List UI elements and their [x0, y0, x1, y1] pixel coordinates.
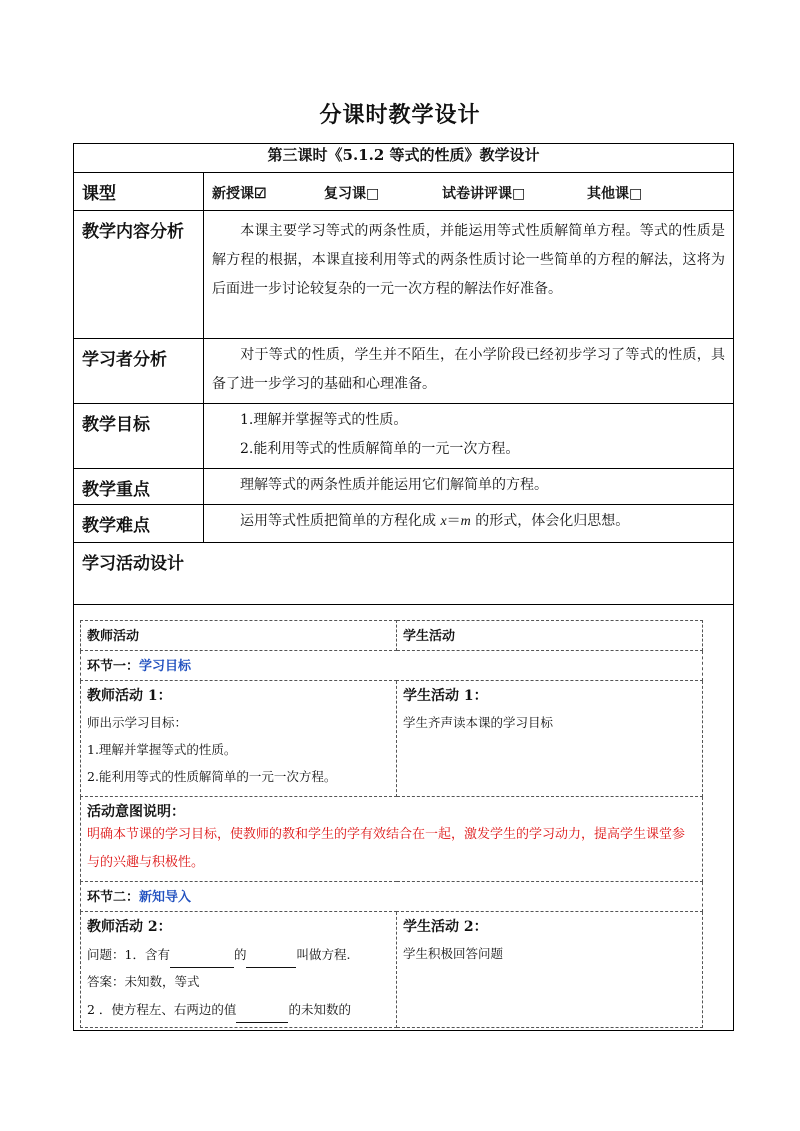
step-2-name: 新知导入 [139, 890, 192, 905]
activity-design-label: 学习活动设计 [82, 554, 184, 574]
key-points-label: 教学重点 [82, 480, 150, 500]
document-title: 分课时教学设计 [319, 102, 481, 128]
teacher-activity-2: 教师活动 2： 问题：1．含有 的 叫做方程. 答案：未知数，等式 2 ．使方程左、右两边的值 的未知数的 [81, 912, 397, 1028]
objectives-label: 教学目标 [82, 415, 150, 435]
lesson-title: 第三课时《5.1.2 等式的性质》教学设计 [74, 144, 734, 173]
course-type-review: 复习课□ [324, 186, 380, 202]
answer-blank [170, 940, 234, 968]
step-2-header: 环节二：新知导入 [81, 882, 703, 912]
answer-blank [236, 995, 288, 1023]
student-activity-1: 学生活动 1： 学生齐声读本课的学习目标 [397, 681, 703, 797]
objective-item: 2.能利用等式的性质解简单的一元一次方程。 [240, 441, 520, 457]
teacher-activity-header: 教师活动 [81, 621, 397, 651]
activities-table [80, 620, 702, 1028]
activity-intent-text: 明确本节课的学习目标，使教师的教和学生的学有效结合在一起，激发学生的学习动力，提高学生课堂参与的兴趣与积极性。 [87, 827, 686, 870]
difficulties-label: 教学难点 [82, 516, 150, 536]
course-type-label-cell [74, 173, 204, 211]
course-type-test-review: 试卷讲评课□ [442, 186, 526, 202]
learner-analysis-text: 对于等式的性质，学生并不陌生，在小学阶段已经初步学习了等式的性质，具备了进一步学习的基础和心理准备。 [212, 347, 726, 392]
teacher-activity-1: 教师活动 1： 师出示学习目标： 1.理解并掌握等式的性质。 2.能利用等式的性质解简单的一元一次方程。 [81, 681, 397, 797]
course-type-other: 其他课□ [587, 186, 643, 202]
key-points-text: 理解等式的两条性质并能运用它们解简单的方程。 [240, 477, 548, 493]
student-activity-2: 学生活动 2： 学生积极回答问题 [397, 912, 703, 1028]
course-type-options [204, 173, 734, 211]
content-analysis-label: 教学内容分析 [82, 222, 184, 242]
formula-x: x [440, 514, 447, 529]
course-type-label: 课型 [82, 184, 116, 204]
objective-item: 1.理解并掌握等式的性质。 [240, 412, 408, 428]
activity-intent-1: 活动意图说明： 明确本节课的学习目标，使教师的教和学生的学有效结合在一起，激发学生的学习动力，提高学生课堂参与的兴趣与积极性。 [81, 797, 703, 882]
formula-m: m [460, 514, 471, 529]
learner-analysis-label: 学习者分析 [82, 350, 167, 370]
answer-blank [246, 940, 296, 968]
course-type-new: 新授课☑ [212, 186, 267, 202]
step-1-name: 学习目标 [139, 659, 192, 674]
student-activity-header: 学生活动 [397, 621, 703, 651]
difficulties-text: 运用等式性质把简单的方程化成 x＝m 的形式，体会化归思想。 [240, 513, 630, 529]
content-analysis-text: 本课主要学习等式的两条性质，并能运用等式性质解简单方程。等式的性质是解方程的根据，本课直接利用等式的两条性质讨论一些简单的方程的解法，这将为后面进一步讨论较复杂的一元一次方程的解法作好准备。 [212, 223, 726, 297]
step-1-header: 环节一：学习目标 [81, 651, 703, 681]
